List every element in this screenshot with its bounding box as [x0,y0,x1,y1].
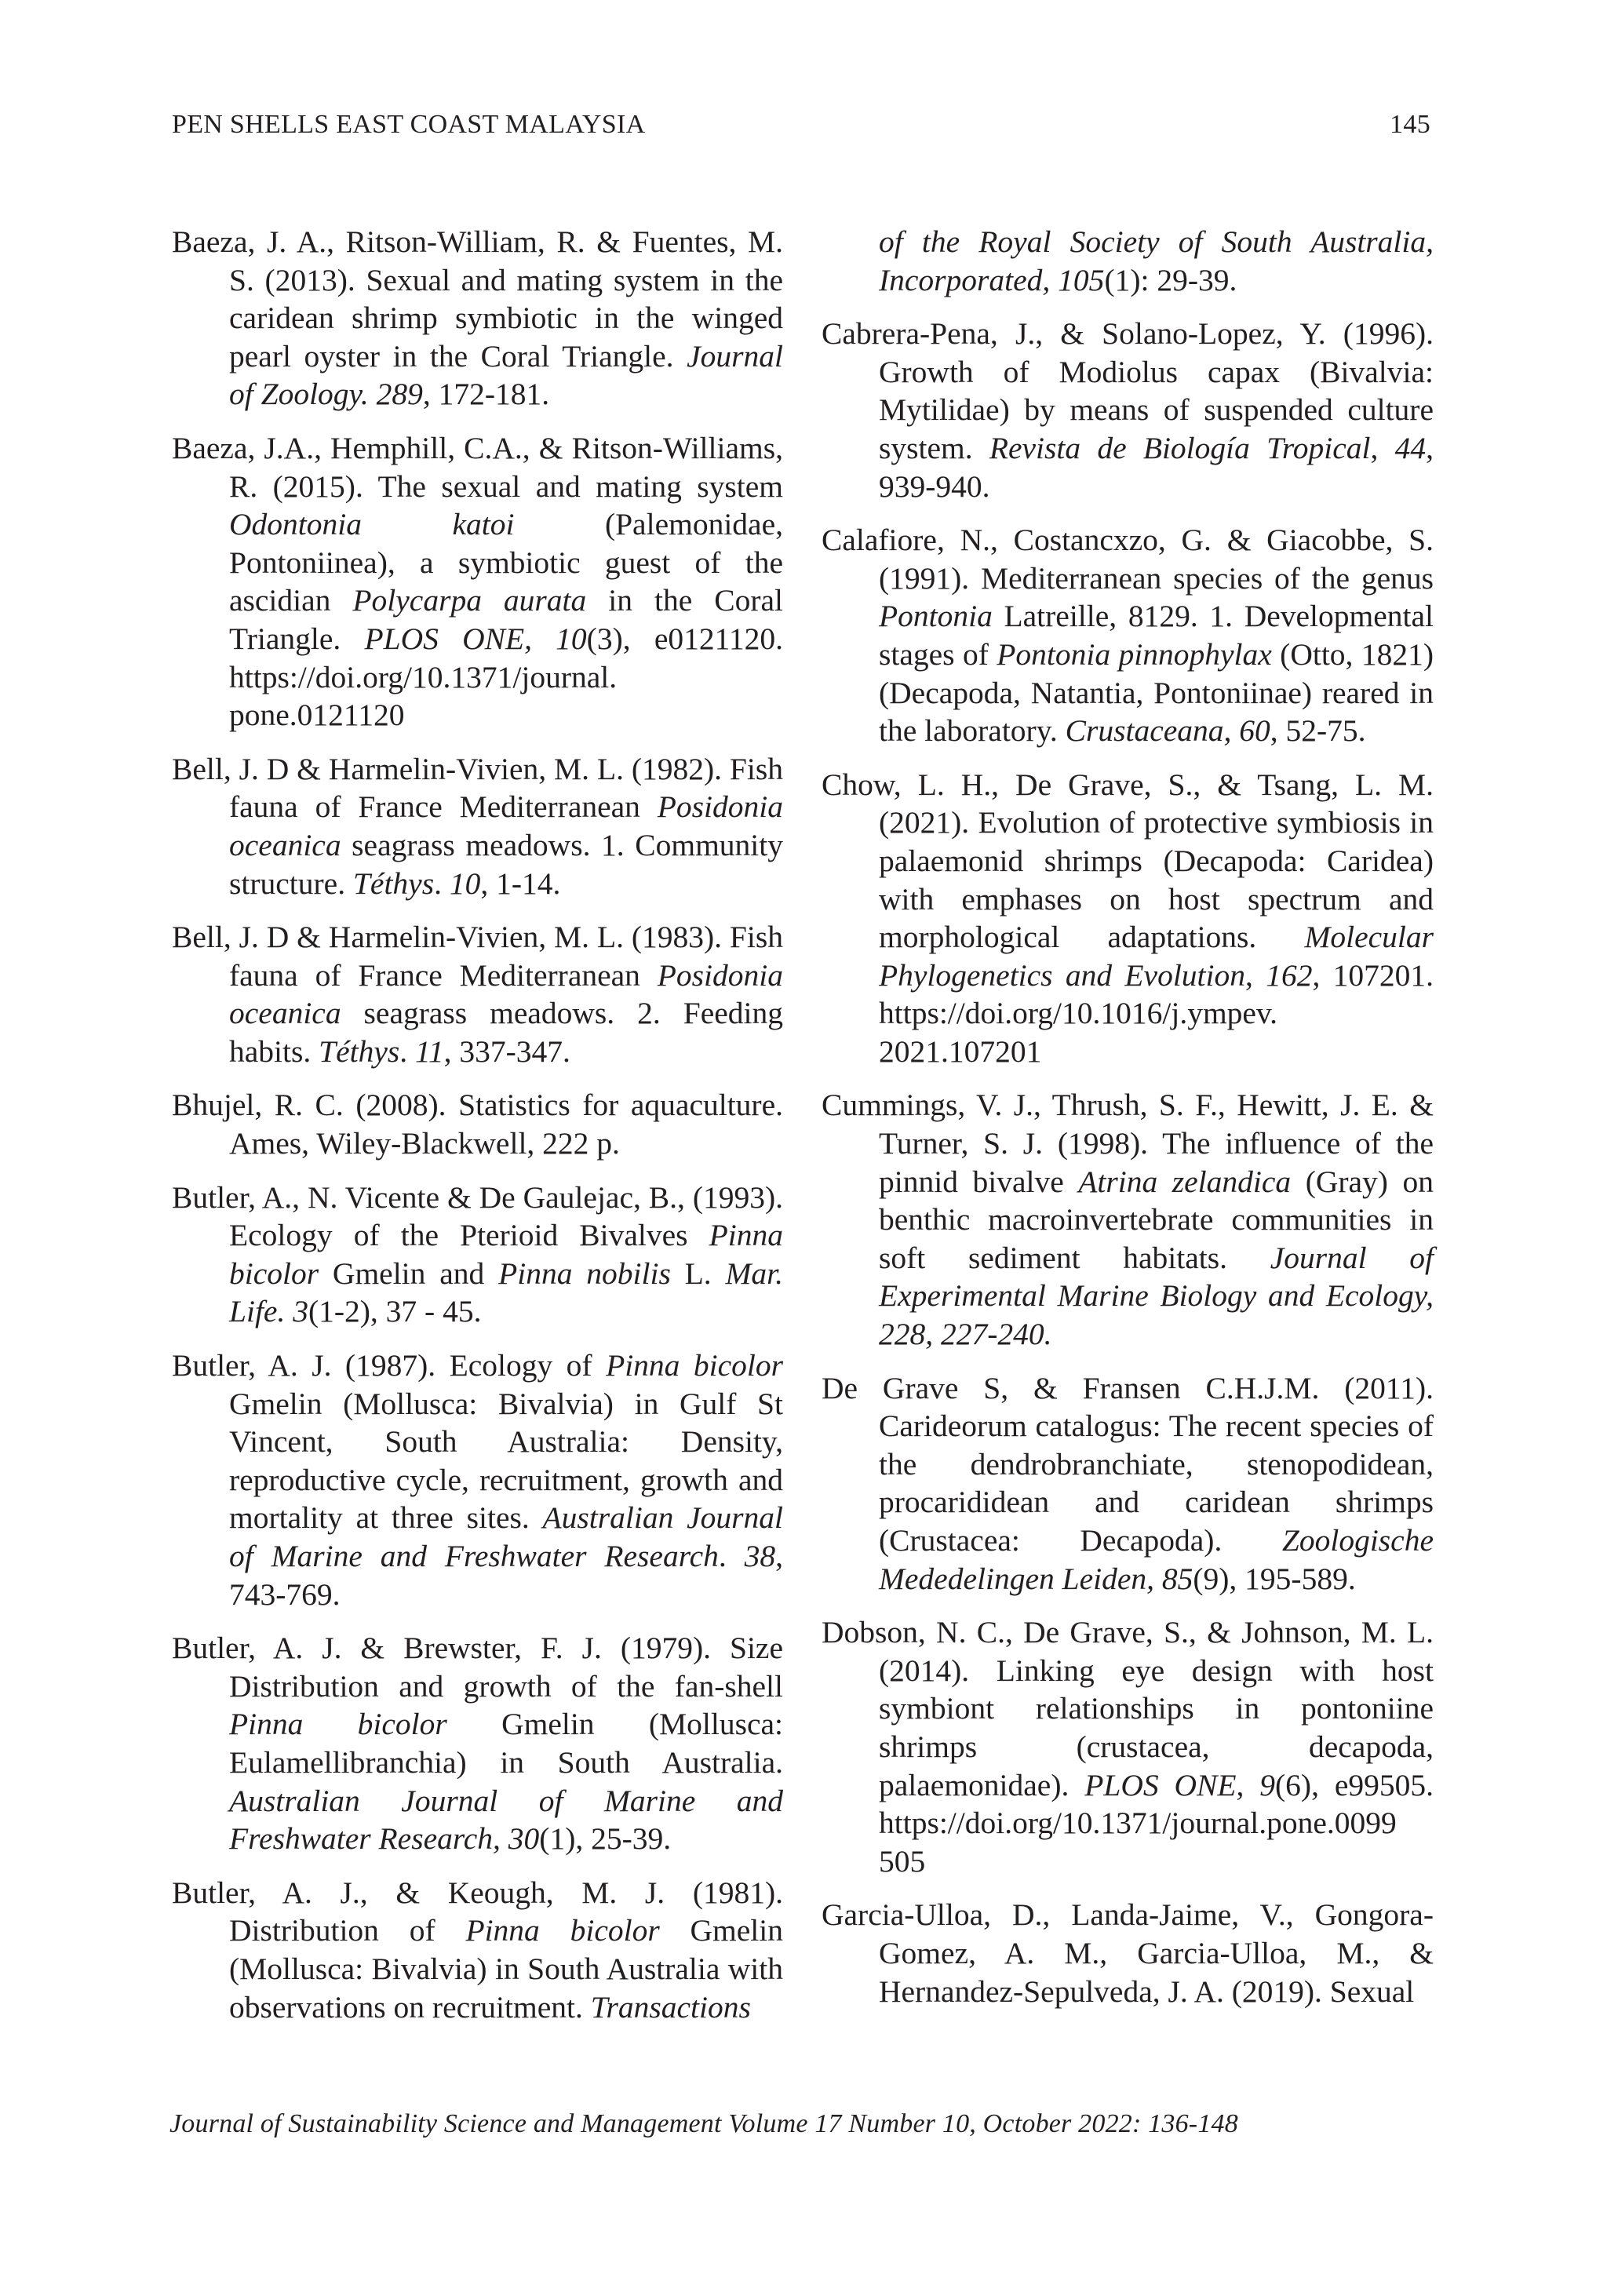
reference-entry [172,1347,783,1613]
reference-text: Cabrera-Pena, J., & Solano-Lopez, Y. (1996). Growth of Modiolus capax (Bivalvia: Mytilidae) by means of suspended culture system. [822,316,1434,465]
reference-text: , 337-347. [443,1033,570,1069]
reference-continuation [822,223,1434,299]
reference-italic-text: 162 [1266,957,1313,993]
reference-italic-text: Zoologische Mededelingen Leiden, 85 [879,1523,1434,1596]
reference-italic-text: Mar. Life. 3 [229,1256,783,1329]
reference-text: , [1370,430,1395,465]
reference-text: , 939-940. [879,430,1434,504]
reference-italic-text: Polycarpa aurata [352,583,587,618]
reference-italic-text: Pinna nobilis [498,1256,671,1291]
reference-entry [172,1629,783,1858]
reference-entry [822,1086,1434,1353]
reference-entry [822,1613,1434,1880]
reference-text: Baeza, J. A., Ritson-William, R. & Fuentes, M. S. (2013). Sexual and mating system in the caridean shrimp symbiotic in the winged pearl oyster in the Coral Triangle. [172,224,783,374]
reference-italic-text: Atrina zelandica [1078,1164,1292,1199]
reference-entry [822,315,1434,505]
reference-italic-text: 10 [449,866,481,901]
reference-italic-text: of the Royal Society of South Australia, Incorporated, 105 [879,224,1434,297]
reference-italic-text: Pinna bicolor [229,1707,447,1742]
reference-text: , 1-14. [480,866,561,901]
reference-text: Bell, J. D & Harmelin-Vivien, M. L. (1983). Fish fauna of France Mediterranean [172,920,783,993]
reference-text: (1), 25-39. [539,1821,672,1857]
reference-text: Garcia-Ulloa, D., Landa-Jaime, V., Gongora-Gomez, A. M., Garcia-Ulloa, M., & Hernandez-Sepulveda, J. A. (2019). Sexual [822,1897,1434,2009]
reference-text: Gmelin and [319,1256,499,1291]
reference-italic-text: Posidonia oceanica [229,957,783,1031]
reference-italic-text: PLOS ONE [1084,1767,1237,1802]
reference-text: Cummings, V. J., Thrush, S. F., Hewitt, J. E. & Turner, S. J. (1998). The influence of the pinnid bivalve [822,1088,1434,1199]
reference-text: . [434,866,450,901]
reference-text: De Grave S, & Fransen C.H.J.M. (2011). Carideorum catalogus: The recent species of the dendrobranchiate, stenopodidean, procarididean and caridean shrimps (Crustacea: Decapoda). [822,1370,1434,1558]
reference-italic-text: Transactions [590,1989,751,2024]
reference-text: (Palemonidae, Pontoniinea), a symbiotic guest of the ascidian [229,507,783,618]
reference-text: Gmelin (Mollusca: Eulamellibranchia) in South Australia. [229,1707,783,1780]
reference-column-right [822,223,1434,2026]
reference-italic-text: Australian Journal of Marine and Freshwater Research, 30 [229,1783,783,1857]
reference-text: Bhujel, R. C. (2008). Statistics for aquaculture. Ames, Wiley-Blackwell, 222 p. [172,1088,783,1161]
reference-text: Dobson, N. C., De Grave, S., & Johnson, M. L. (2014). Linking eye design with host symbiont relationships in pontoniine shrimps (crustacea, decapoda, palaemonidae). [822,1615,1434,1802]
reference-italic-text: Pinna bicolor [229,1218,783,1291]
reference-text: Chow, L. H., De Grave, S., & Tsang, L. M. (2021). Evolution of protective symbiosis in palaemonid shrimps (Decapoda: Caridea) with emphases on host spectrum and morphological adaptations. [822,767,1434,955]
reference-italic-text: Molecular Phylogenetics and Evolution [879,920,1434,993]
reference-italic-text: Pinna bicolor [606,1348,783,1383]
reference-italic-text: Posidonia oceanica [229,789,783,862]
reference-italic-text: Odontonia katoi [229,507,515,542]
reference-italic-text: Pontonia [879,599,993,634]
reference-text: Butler, A. J. (1987). Ecology of [172,1348,607,1383]
reference-text: seagrass meadows. 1. Community structure. [229,827,783,901]
reference-column-left [172,223,783,2042]
reference-entry [172,918,783,1070]
reference-text: (1-2), 37 - 45. [308,1294,482,1329]
reference-italic-text: 9 [1259,1767,1276,1802]
reference-text: L. [670,1256,726,1291]
reference-text: (1): 29-39. [1104,262,1237,297]
reference-entry [822,1369,1434,1598]
reference-entry [822,1896,1434,2010]
reference-italic-text: Journal of Experimental Marine Biology and Ecology, 228, 227-240. [879,1240,1434,1352]
reference-text: , 107201. https://doi.org/10.1016/j.ympev. 2021.107201 [879,957,1434,1069]
reference-text: , [1245,957,1266,993]
reference-italic-text: Australian Journal of Marine and Freshwater Research [229,1500,783,1573]
reference-italic-text: Pontonia pinnophylax [997,636,1272,672]
reference-entry [172,750,783,902]
reference-text: , 743-769. [229,1539,784,1612]
reference-text: , [1236,1767,1260,1802]
reference-text: Gmelin (Mollusca: Bivalvia) in Gulf St Vincent, South Australia: Density, reproductive cycle, recruitment, growth and mortality at three sites. [229,1386,783,1536]
reference-text: , 52-75. [1270,713,1366,749]
reference-italic-text: 11 [415,1033,444,1069]
reference-italic-text: PLOS ONE, 10 [364,621,587,656]
reference-entry [172,1086,783,1162]
reference-entry [172,223,783,414]
reference-text: (3), e0121120. https://doi.org/10.1371/journal. pone.0121120 [229,621,784,733]
reference-italic-text: Revista de Biología Tropical [989,430,1371,465]
reference-text: in the Coral Triangle. [229,583,783,656]
reference-italic-text: Crustaceana, 60 [1065,713,1270,749]
reference-text: Gmelin (Mollusca: Bivalvia) in South Australia with observations on recruitment. [229,1913,783,2024]
reference-italic-text: 38 [744,1539,776,1573]
reference-text: (Gray) on benthic macroinvertebrate communities in soft sediment habitats. [879,1164,1434,1275]
reference-text: Butler, A., N. Vicente & De Gaulejac, B., (1993). Ecology of the Pterioid Bivalves [172,1179,783,1253]
reference-text: . [718,1539,745,1573]
reference-entry [172,1179,783,1331]
reference-text: (6), e99505. https://doi.org/10.1371/journal.pone.0099 505 [879,1767,1434,1879]
running-title: PEN SHELLS EAST COAST MALAYSIA [172,110,646,139]
reference-text: , 172-181. [422,377,550,412]
reference-italic-text: Téthys [352,866,435,901]
reference-italic-text: Journal of Zoology. 289 [229,338,783,412]
reference-italic-text: 44 [1394,430,1427,465]
reference-text: (9), 195-589. [1193,1561,1356,1596]
reference-text: Calafiore, N., Costancxzo, G. & Giacobbe, S. (1991). Mediterranean species of the genus [822,523,1434,596]
reference-text: (Otto, 1821) (Decapoda, Natantia, Pontoniinae) reared in the laboratory. [879,636,1434,749]
reference-text: Butler, A. J. & Brewster, F. J. (1979). Size Distribution and growth of the fan-shell [172,1631,783,1704]
page-number: 145 [1390,110,1430,139]
reference-entry [172,429,783,734]
running-head [172,110,1430,140]
reference-italic-text: Téthys [319,1033,400,1069]
reference-text: Latreille, 8129. 1. Developmental stages of [879,599,1434,672]
reference-italic-text: Pinna bicolor [465,1913,660,1948]
reference-text: Bell, J. D & Harmelin-Vivien, M. L. (1982). Fish fauna of France Mediterranean [172,751,783,825]
reference-entry [822,766,1434,1071]
reference-text: Baeza, J.A., Hemphill, C.A., & Ritson-Williams, R. (2015). The sexual and mating system [172,430,783,504]
reference-text: . [399,1033,415,1069]
reference-entry [172,1874,783,2026]
journal-footer: Journal of Sustainability Science and Management Volume 17 Number 10, October 2022: 136-148 [169,2109,1238,2138]
reference-text: seagrass meadows. 2. Feeding habits. [229,996,783,1069]
reference-text: Butler, A. J., & Keough, M. J. (1981). Distribution of [172,1875,783,1948]
reference-entry [822,521,1434,750]
